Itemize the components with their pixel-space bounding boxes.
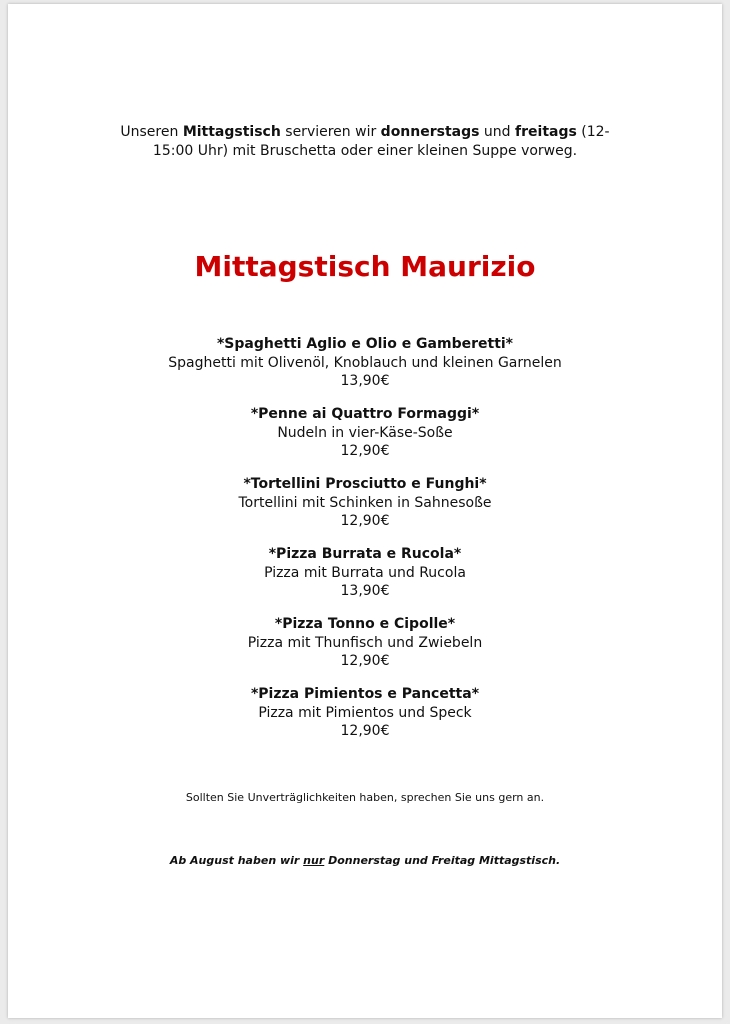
footer-text-part: Ab August haben wir: [169, 854, 304, 867]
dish-price: 12,90€: [340, 513, 390, 529]
dish-name: *Pizza Tonno e Cipolle*: [274, 616, 456, 632]
intro-text-part: (12-: [576, 124, 610, 140]
dish-item: [8, 475, 722, 545]
dish-item: [8, 545, 722, 615]
menu-page: [8, 4, 722, 1018]
footer-note: [8, 853, 722, 868]
dish-item: [8, 335, 722, 405]
dish-price: 12,90€: [340, 723, 390, 739]
dish-price: 13,90€: [340, 373, 390, 389]
dish-description: Tortellini mit Schinken in Sahnesoße: [238, 495, 492, 511]
footer-underlined-word: nur: [303, 854, 325, 867]
intro-bold-mittagstisch: Mittagstisch: [182, 124, 281, 140]
allergy-note: Sollten Sie Unverträglichkeiten haben, sprechen Sie uns gern an.: [185, 791, 545, 804]
intro-line-2: 15:00 Uhr) mit Bruschetta oder einer kleinen Suppe vorweg.: [152, 143, 578, 159]
dish-name: *Tortellini Prosciutto e Funghi*: [243, 476, 487, 492]
intro-bold-donnerstags: donnerstags: [380, 124, 480, 140]
dish-description: Pizza mit Thunfisch und Zwiebeln: [247, 635, 483, 651]
dish-list: [8, 335, 722, 755]
intro-text-part: servieren wir: [280, 124, 381, 140]
dish-description: Pizza mit Burrata und Rucola: [264, 565, 466, 581]
page-title: Mittagstisch Maurizio: [194, 250, 536, 283]
dish-price: 12,90€: [340, 653, 390, 669]
dish-price: 12,90€: [340, 443, 390, 459]
intro-line-1: [8, 123, 722, 142]
dish-item: [8, 405, 722, 475]
dish-description: Spaghetti mit Olivenöl, Knoblauch und kleinen Garnelen: [168, 355, 562, 371]
dish-name: *Pizza Burrata e Rucola*: [268, 546, 462, 562]
dish-item: [8, 685, 722, 755]
dish-description: Pizza mit Pimientos und Speck: [258, 705, 472, 721]
dish-item: [8, 615, 722, 685]
intro-bold-freitags: freitags: [515, 124, 577, 140]
intro-text-part: und: [479, 124, 516, 140]
dish-name: *Penne ai Quattro Formaggi*: [250, 406, 480, 422]
dish-name: *Spaghetti Aglio e Olio e Gamberetti*: [216, 336, 514, 352]
intro-text-part: Unseren: [120, 124, 183, 140]
footer-text-part: Donnerstag und Freitag Mittagstisch.: [324, 854, 561, 867]
dish-description: Nudeln in vier-Käse-Soße: [277, 425, 453, 441]
dish-price: 13,90€: [340, 583, 390, 599]
intro-text: [8, 123, 722, 161]
dish-name: *Pizza Pimientos e Pancetta*: [250, 686, 480, 702]
